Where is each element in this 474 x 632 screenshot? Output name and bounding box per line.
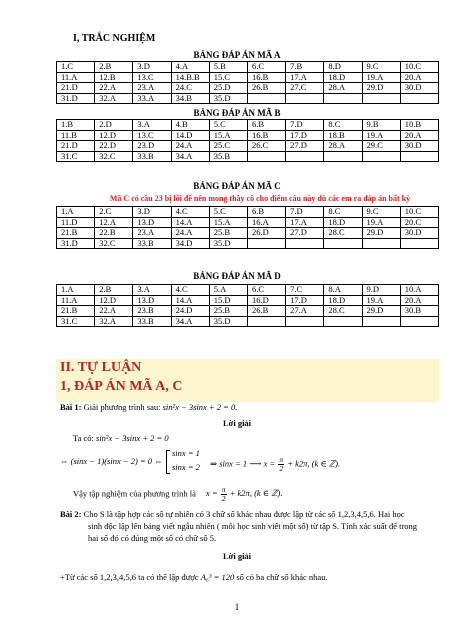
- answer-cell: 4.C: [171, 285, 209, 296]
- answer-cell: 7.D: [286, 120, 324, 131]
- answer-cell: 1.B: [57, 120, 95, 131]
- answer-cell: [324, 151, 362, 162]
- solution-2-line-1: [60, 572, 328, 583]
- table-row: [57, 207, 439, 218]
- answer-cell: 7.D: [286, 207, 324, 218]
- answer-cell: 6.C: [247, 285, 285, 296]
- answer-cell: 17.D: [286, 130, 324, 141]
- answer-cell: 19.A: [362, 217, 400, 228]
- problem-1-text: Giải phương trình sau:: [83, 402, 161, 412]
- answer-cell: 4.B: [171, 120, 209, 131]
- answer-cell: 2.B: [95, 285, 133, 296]
- answer-cell: 2.B: [95, 62, 133, 73]
- answer-cell: 26.C: [247, 141, 285, 152]
- fraction-denominator: 2: [279, 464, 284, 473]
- answer-cell: 11.A: [57, 72, 95, 83]
- answer-cell: 35.D: [209, 93, 247, 104]
- answer-cell: 14.A: [171, 295, 209, 306]
- answer-table-a: [56, 61, 439, 104]
- problem-2-line-1: [60, 509, 405, 520]
- answer-cell: 11.A: [57, 295, 95, 306]
- answer-cell: 27.A: [286, 306, 324, 317]
- solution-1-eq2-right: [210, 456, 340, 473]
- answer-cell: 24.A: [171, 141, 209, 152]
- answer-cell: 22.B: [95, 228, 133, 239]
- answer-cell: [362, 151, 400, 162]
- answer-cell: 30.D: [400, 83, 438, 94]
- answer-cell: 20.A: [400, 295, 438, 306]
- answer-cell: 23.B: [133, 306, 171, 317]
- answer-cell: 25.C: [209, 141, 247, 152]
- answer-cell: 29.D: [362, 228, 400, 239]
- solution-1-eq1: sin²x − 3sinx + 2 = 0: [96, 433, 169, 443]
- section-subtitle-ma-a-c: 1, ĐÁP ÁN MÃ A, C: [60, 379, 183, 394]
- answer-cell: [400, 93, 438, 104]
- answer-cell: 11.B: [57, 130, 95, 141]
- solution-1-step1: [73, 433, 169, 444]
- answer-cell: 22.A: [95, 83, 133, 94]
- answer-table-b: [56, 119, 439, 162]
- answer-cell: 17.A: [286, 217, 324, 228]
- answer-cell: 29.D: [362, 83, 400, 94]
- problem-1-equation: sin²x − 3sinx + 2 = 0.: [162, 402, 238, 412]
- answer-cell: [324, 93, 362, 104]
- table-row: [57, 306, 439, 317]
- answer-cell: 13.C: [133, 72, 171, 83]
- solution-1-implies: ⇒ sinx = 1 ⟶ x =: [210, 458, 276, 469]
- solution-1-step2: [60, 456, 163, 467]
- answer-cell: 28.A: [324, 83, 362, 94]
- answer-cell: 13.C: [133, 130, 171, 141]
- answer-cell: 13.D: [133, 295, 171, 306]
- fraction-numerator: π: [279, 455, 284, 464]
- answer-cell: 22.A: [95, 306, 133, 317]
- solution-1-eq2-left: ⇔ (sinx − 1)(sinx − 2) = 0 ⇔: [60, 456, 163, 466]
- answer-cell: 21.D: [57, 83, 95, 94]
- problem-2-label: Bài 2:: [60, 509, 82, 519]
- answer-cell: 18.B: [324, 130, 362, 141]
- table-row: [57, 141, 439, 152]
- solution-1-taco: Ta có:: [73, 433, 94, 443]
- answer-cell: 30.D: [400, 228, 438, 239]
- answer-cell: 3.D: [133, 62, 171, 73]
- solution-1-conclude-text: Vậy tập nghiệm của phương trình là: [73, 488, 196, 499]
- answer-cell: 3.A: [133, 285, 171, 296]
- answer-cell: 26.D: [247, 228, 285, 239]
- answer-cell: 15.D: [209, 295, 247, 306]
- answer-cell: 8.A: [324, 285, 362, 296]
- table-c-title: BẢNG ĐÁP ÁN MÃ C: [193, 181, 281, 191]
- answer-cell: 34.A: [171, 316, 209, 327]
- answer-cell: 25.B: [209, 228, 247, 239]
- answer-cell: [324, 316, 362, 327]
- solution-1-set: [206, 485, 283, 503]
- answer-cell: 1.A: [57, 285, 95, 296]
- answer-cell: 34.D: [171, 238, 209, 249]
- table-row: [57, 83, 439, 94]
- answer-cell: 1.C: [57, 62, 95, 73]
- answer-cell: 25.D: [209, 83, 247, 94]
- answer-cell: 16.B: [247, 72, 285, 83]
- answer-cell: 35.D: [209, 238, 247, 249]
- problem-2-text-1: Cho S là tập hợp các số tự nhiên có 3 chữ số khác nhau được lập từ các số 1,2,3,4,5,6. Hai học: [83, 509, 405, 519]
- answer-cell: 32.C: [95, 151, 133, 162]
- answer-cell: 5.C: [209, 207, 247, 218]
- section-title-tu-luan: II. TỰ LUẬN: [60, 360, 142, 375]
- answer-cell: 18.D: [324, 72, 362, 83]
- answer-cell: 2.C: [95, 207, 133, 218]
- answer-cell: 34.B: [171, 93, 209, 104]
- answer-cell: 18.D: [324, 295, 362, 306]
- answer-cell: 14.A: [171, 217, 209, 228]
- answer-cell: 10.C: [400, 207, 438, 218]
- answer-cell: 7.C: [286, 285, 324, 296]
- answer-cell: 1.A: [57, 207, 95, 218]
- answer-cell: [400, 238, 438, 249]
- answer-table-d: [56, 284, 439, 327]
- section-title-trac-nghiem: I, TRẮC NGHIỆM: [73, 33, 156, 44]
- answer-cell: 33.B: [133, 151, 171, 162]
- answer-cell: 21.B: [57, 306, 95, 317]
- answer-cell: 8.C: [324, 207, 362, 218]
- answer-cell: [400, 316, 438, 327]
- pi-over-2-fraction: [278, 456, 284, 473]
- system-bracket: [166, 450, 170, 474]
- table-row: [57, 151, 439, 162]
- answer-cell: 12.A: [95, 217, 133, 228]
- answer-cell: 19.A: [362, 295, 400, 306]
- answer-cell: 31.D: [57, 238, 95, 249]
- answer-cell: 29.C: [362, 141, 400, 152]
- answer-cell: 25.B: [209, 306, 247, 317]
- answer-cell: 23.A: [133, 228, 171, 239]
- answer-cell: 3.A: [133, 120, 171, 131]
- answer-cell: 16.B: [247, 130, 285, 141]
- answer-cell: 28.C: [324, 306, 362, 317]
- answer-cell: 5.B: [209, 62, 247, 73]
- answer-cell: 30.B: [400, 306, 438, 317]
- answer-cell: 16.A: [247, 217, 285, 228]
- answer-cell: 24.D: [171, 306, 209, 317]
- solution-set-left: x =: [206, 488, 218, 499]
- problem-2-line-3: hai số đó có đúng một số có chữ số 5.: [88, 533, 217, 543]
- answer-cell: 8.D: [324, 62, 362, 73]
- answer-cell: [324, 238, 362, 249]
- answer-cell: 32.C: [95, 238, 133, 249]
- table-row: [57, 120, 439, 131]
- solution-1-conclusion: [73, 486, 283, 503]
- answer-cell: 4.C: [171, 207, 209, 218]
- table-d-title: BẢNG ĐÁP ÁN MÃ D: [193, 271, 281, 281]
- answer-cell: 31.C: [57, 151, 95, 162]
- answer-cell: 31.C: [57, 316, 95, 327]
- problem-1-label: Bài 1:: [60, 402, 82, 412]
- answer-cell: [286, 151, 324, 162]
- answer-cell: [247, 238, 285, 249]
- table-row: [57, 93, 439, 104]
- answer-cell: [286, 316, 324, 327]
- answer-cell: 30.D: [400, 141, 438, 152]
- answer-cell: 6.B: [247, 207, 285, 218]
- answer-cell: 34.A: [171, 151, 209, 162]
- answer-cell: 17.A: [286, 72, 324, 83]
- system-line-2: sinx = 2: [172, 462, 200, 472]
- answer-cell: 35.D: [209, 316, 247, 327]
- solution-2-prefix: +Từ các số 1,2,3,4,5,6 ta có thể lập được: [60, 572, 199, 582]
- answer-cell: 9.C: [362, 62, 400, 73]
- answer-cell: 20.A: [400, 130, 438, 141]
- answer-cell: 15.A: [209, 130, 247, 141]
- answer-cell: 33.B: [133, 316, 171, 327]
- answer-cell: [247, 151, 285, 162]
- answer-cell: 19.A: [362, 130, 400, 141]
- table-row: [57, 62, 439, 73]
- answer-cell: 28.A: [324, 141, 362, 152]
- table-c-note: Mã C có câu 23 bị lỗi đề nên mong thầy cô cho điểm câu này dù các em ra đáp án bất kỳ: [109, 194, 411, 203]
- answer-cell: 14.B.B: [171, 72, 209, 83]
- answer-cell: 5.C: [209, 120, 247, 131]
- table-row: [57, 316, 439, 327]
- answer-cell: 20.C: [400, 217, 438, 228]
- table-a-title: BẢNG ĐÁP ÁN MÃ A: [193, 50, 281, 60]
- answer-cell: 7.B: [286, 62, 324, 73]
- table-row: [57, 217, 439, 228]
- answer-cell: 27.C: [286, 83, 324, 94]
- answer-cell: 26.B: [247, 83, 285, 94]
- answer-cell: 13.D: [133, 217, 171, 228]
- solution-2-heading: Lời giải: [222, 551, 252, 561]
- answer-cell: 15.C: [209, 72, 247, 83]
- answer-cell: 17.D: [286, 295, 324, 306]
- table-row: [57, 72, 439, 83]
- table-row: [57, 238, 439, 249]
- answer-cell: [362, 93, 400, 104]
- answer-cell: 20.A: [400, 72, 438, 83]
- answer-cell: 12.B: [95, 72, 133, 83]
- table-row: [57, 228, 439, 239]
- fraction-denominator: 2: [221, 494, 226, 503]
- problem-1: [60, 402, 237, 413]
- answer-cell: 9.D: [362, 285, 400, 296]
- answer-cell: 33.B: [133, 238, 171, 249]
- answer-cell: 10.B: [400, 120, 438, 131]
- answer-cell: 5.A: [209, 285, 247, 296]
- answer-cell: 28.C: [324, 228, 362, 239]
- table-row: [57, 295, 439, 306]
- answer-cell: 23.A: [133, 83, 171, 94]
- solution-set-fraction: [221, 486, 227, 503]
- answer-cell: 24.A: [171, 228, 209, 239]
- answer-cell: 8.C: [324, 120, 362, 131]
- solution-1-heading: Lời giải: [222, 418, 252, 428]
- answer-cell: 6.C: [247, 62, 285, 73]
- answer-cell: 19.A: [362, 72, 400, 83]
- answer-cell: 22.D: [95, 141, 133, 152]
- table-row: [57, 130, 439, 141]
- answer-cell: 9.B: [362, 120, 400, 131]
- answer-cell: 6.B: [247, 120, 285, 131]
- answer-cell: 18.D: [324, 217, 362, 228]
- solution-2-suffix: số có ba chữ số khác nhau.: [236, 572, 328, 582]
- answer-cell: 21.D: [57, 141, 95, 152]
- answer-cell: 11.D: [57, 217, 95, 228]
- solution-1-eq2-tail: + k2π, (k ∈ ℤ).: [287, 458, 341, 469]
- answer-cell: 24.C: [171, 83, 209, 94]
- problem-2-line-2: sinh độc lập lên bảng viết ngẫu nhiên ( mỗi học sinh viết một số) từ tập S. Tính xác suất để trong: [88, 521, 418, 531]
- answer-cell: 16.D: [247, 295, 285, 306]
- answer-table-c: [56, 206, 439, 249]
- solution-2-math: A₆³ = 120: [200, 572, 235, 582]
- answer-cell: 12.D: [95, 130, 133, 141]
- answer-cell: 9.C: [362, 207, 400, 218]
- answer-cell: 27.D: [286, 141, 324, 152]
- answer-cell: 35.B: [209, 151, 247, 162]
- fraction-numerator: π: [221, 485, 226, 494]
- answer-cell: 21.B: [57, 228, 95, 239]
- system-line-1: sinx = 1: [172, 448, 200, 458]
- table-row: [57, 285, 439, 296]
- answer-cell: [247, 93, 285, 104]
- answer-cell: 10.C: [400, 62, 438, 73]
- answer-cell: 2.D: [95, 120, 133, 131]
- answer-cell: 32.A: [95, 93, 133, 104]
- answer-cell: 33.A: [133, 93, 171, 104]
- answer-cell: 29.D: [362, 306, 400, 317]
- answer-cell: 32.A: [95, 316, 133, 327]
- answer-cell: [286, 238, 324, 249]
- answer-cell: 26.B: [247, 306, 285, 317]
- answer-cell: 10.A: [400, 285, 438, 296]
- page-number: 1: [234, 602, 240, 612]
- table-b-title: BẢNG ĐÁP ÁN MÃ B: [193, 108, 281, 118]
- answer-cell: 15.A: [209, 217, 247, 228]
- answer-cell: 23.D: [133, 141, 171, 152]
- answer-cell: 12.D: [95, 295, 133, 306]
- answer-cell: [362, 238, 400, 249]
- solution-set-tail: + k2π, (k ∈ ℤ).: [229, 488, 283, 499]
- answer-cell: [400, 151, 438, 162]
- answer-cell: 4.A: [171, 62, 209, 73]
- answer-cell: 27.D: [286, 228, 324, 239]
- answer-cell: [247, 316, 285, 327]
- answer-cell: [362, 316, 400, 327]
- answer-cell: [286, 93, 324, 104]
- answer-cell: 3.D: [133, 207, 171, 218]
- answer-cell: 31.D: [57, 93, 95, 104]
- answer-cell: 14.D: [171, 130, 209, 141]
